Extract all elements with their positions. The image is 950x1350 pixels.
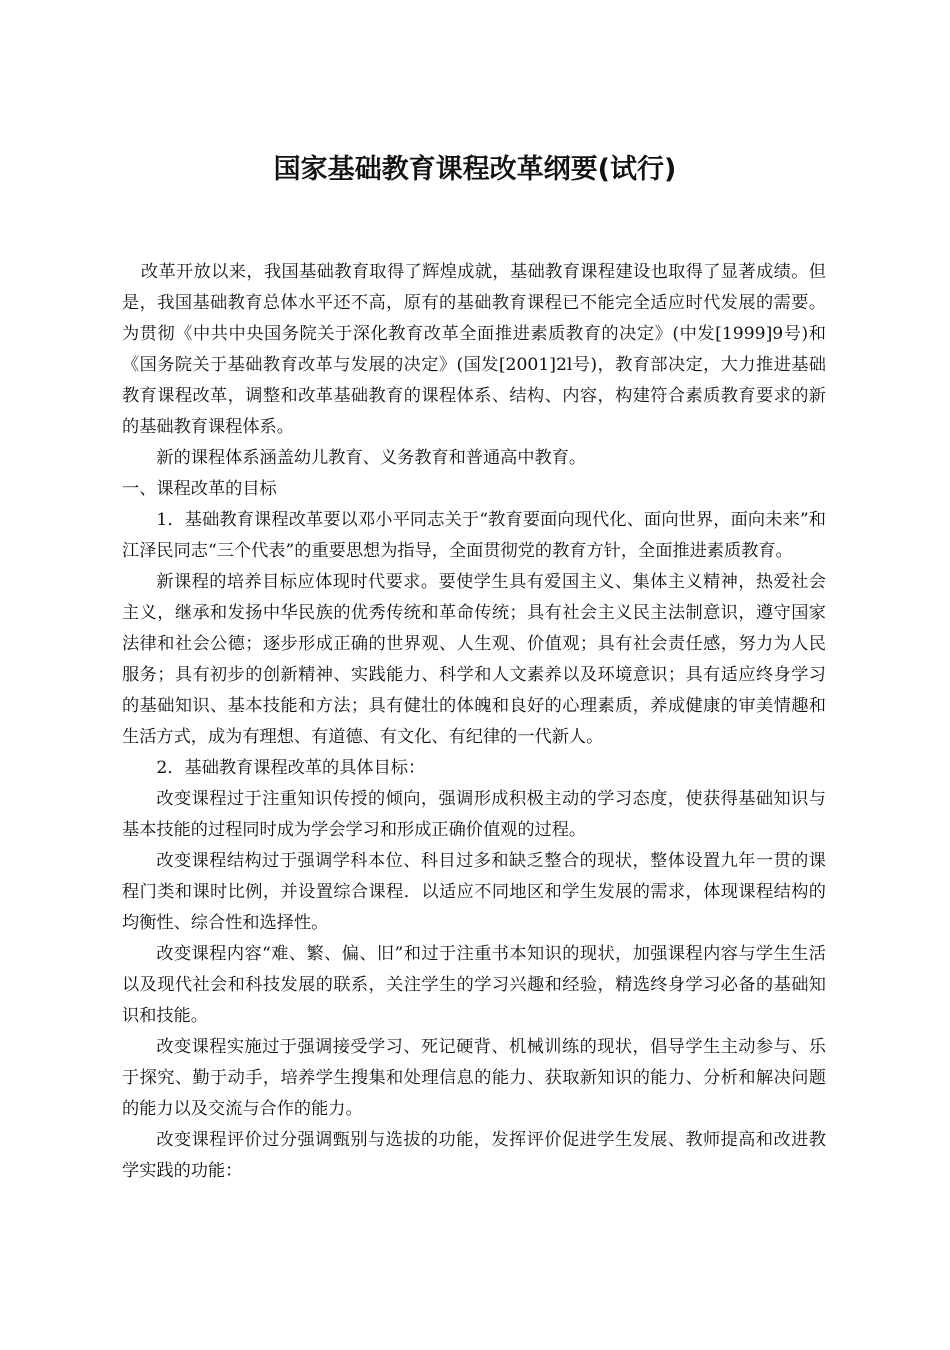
section-heading-goals: 一、课程改革的目标 xyxy=(122,479,277,499)
document-body xyxy=(122,257,826,1187)
paragraph-change-evaluation: 改变课程评价过分强调甄别与选拔的功能，发挥评价促进学生发展、教师提高和改进教学实践的功能： xyxy=(122,1130,826,1181)
paragraph-goal-2: 2．基础教育课程改革的具体目标： xyxy=(156,758,426,778)
paragraph-change-knowledge: 改变课程过于注重知识传授的倾向，强调形成积极主动的学习态度，使获得基础知识与基本技能的过程同时成为学会学习和形成正确价值观的过程。 xyxy=(122,789,826,840)
document-title: 国家基础教育课程改革纲要(试行) xyxy=(273,154,677,185)
paragraph-training-goals: 新课程的培养目标应体现时代要求。要使学生具有爱国主义、集体主义精神，热爱社会主义，继承和发扬中华民族的优秀传统和革命传统；具有社会主义民主法制意识，遵守国家法律和社会公德；逐步形成正确的世界观、人生观、价值观；具有社会责任感，努力为人民服务；具有初步的创新精神、实践能力、科学和人文素养以及环境意识；具有适应终身学习的基础知识、基本技能和方法；具有健壮的体魄和良好的心理素质，养成健康的审美情趣和生活方式，成为有理想、有道德、有文化、有纪律的一代新人。 xyxy=(122,572,826,747)
paragraph-change-structure: 改变课程结构过于强调学科本位、科目过多和缺乏整合的现状，整体设置九年一贯的课程门类和课时比例，并设置综合课程．以适应不同地区和学生发展的需求，体现课程结构的均衡性、综合性和选择性。 xyxy=(122,851,826,933)
paragraph-change-implementation: 改变课程实施过于强调接受学习、死记硬背、机械训练的现状，倡导学生主动参与、乐于探究、勤于动手，培养学生搜集和处理信息的能力、获取新知识的能力、分析和解决问题的能力以及交流与合作的能力。 xyxy=(122,1037,826,1119)
paragraph-goal-1: 1．基础教育课程改革要以邓小平同志关于“教育要面向现代化、面向世界，面向未来”和江泽民同志“三个代表”的重要思想为指导，全面贯彻党的教育方针，全面推进素质教育。 xyxy=(122,510,826,561)
paragraph-scope: 新的课程体系涵盖幼儿教育、义务教育和普通高中教育。 xyxy=(156,448,587,468)
paragraph-intro: 改革开放以来，我国基础教育取得了辉煌成就，基础教育课程建设也取得了显著成绩。但是，我国基础教育总体水平还不高，原有的基础教育课程已不能完全适应时代发展的需要。为贯彻《中共中央国务院关于深化教育改革全面推进素质教育的决定》(中发[1999]9号)和《国务院关于基础教育改革与发展的决定》(国发[2001]2l号)，教育部决定，大力推进基础教育课程改革，调整和改革基础教育的课程体系、结构、内容，构建符合素质教育要求的新的基础教育课程体系。 xyxy=(122,262,826,437)
paragraph-change-content: 改变课程内容“难、繁、偏、旧”和过于注重书本知识的现状，加强课程内容与学生生活以及现代社会和科技发展的联系，关注学生的学习兴趣和经验，精选终身学习必备的基础知识和技能。 xyxy=(122,944,826,1026)
